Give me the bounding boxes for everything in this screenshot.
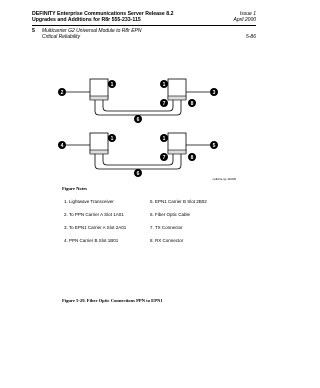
document-subtitle: Upgrades and Additions for R8r 555-233-115 [32, 17, 141, 24]
section-title-line1: Multicarrier G2 Universal Module to R8r EPN [42, 28, 142, 34]
callout-label: 1 [110, 81, 114, 88]
figure-caption: Figure 5-29. Fiber Optic Connections PPN to EPN1 [62, 298, 163, 303]
transceiver-port-strip [90, 96, 108, 100]
callout-label: 5 [212, 142, 216, 149]
issue-info [233, 11, 256, 24]
issue-label: Issue 1 [239, 11, 256, 17]
transceiver-port-strip [168, 150, 186, 154]
transceiver-port-strip [90, 150, 108, 154]
figure-note: 1. Lightwave Transceiver [64, 199, 114, 204]
callout-label: 7 [162, 100, 166, 107]
transceiver-port-strip [168, 96, 186, 100]
callout-label: 7 [162, 154, 166, 161]
callout-label: 3 [212, 89, 216, 96]
figure-note: 5. EPN1 Carrier B Slot 2B02 [150, 199, 207, 204]
callout-label: 1 [110, 135, 114, 142]
header-rule [32, 25, 256, 26]
callout-label: 6 [136, 170, 140, 177]
section-number: 5 [32, 28, 35, 34]
figure-note: 3. To EPN1 Carrier A Slot 2A01 [64, 225, 127, 230]
document-title: DEFINITY Enterprise Communications Server Release 8.2 [32, 11, 174, 17]
callout-label: 1 [162, 81, 166, 88]
figure-notes-heading: Figure Notes [62, 186, 88, 191]
callout-label: 4 [60, 142, 64, 149]
callouts [58, 80, 218, 177]
top-link [66, 79, 210, 115]
figure-note: 2. To PPN Carrier A Slot 1A01 [64, 212, 124, 217]
art-identifier: cydfot1a rpy 10/4/99 [212, 178, 236, 181]
page-number: 5-86 [245, 34, 256, 40]
section-title [42, 28, 141, 40]
callout-label: 2 [60, 89, 64, 96]
issue-date: April 2000 [233, 17, 256, 24]
callout-label: 6 [136, 116, 140, 123]
section-title-line2: Critical Reliability [42, 34, 81, 41]
figure-note: 7. TX Connector [150, 225, 183, 230]
running-header [32, 11, 232, 24]
figure-note: 8. RX Connector [150, 238, 184, 243]
figure-note: 6. Fiber Optic Cable [150, 212, 191, 217]
callout-label: 1 [162, 135, 166, 142]
callout-label: 8 [190, 154, 194, 161]
fiber-cable [95, 100, 181, 115]
fiber-connection-diagram [50, 55, 240, 183]
fiber-cable [95, 154, 181, 169]
figure-note: 4. PPN Carrier B Slot 1B01 [64, 238, 119, 243]
callout-label: 8 [190, 100, 194, 107]
bottom-link [66, 133, 210, 169]
